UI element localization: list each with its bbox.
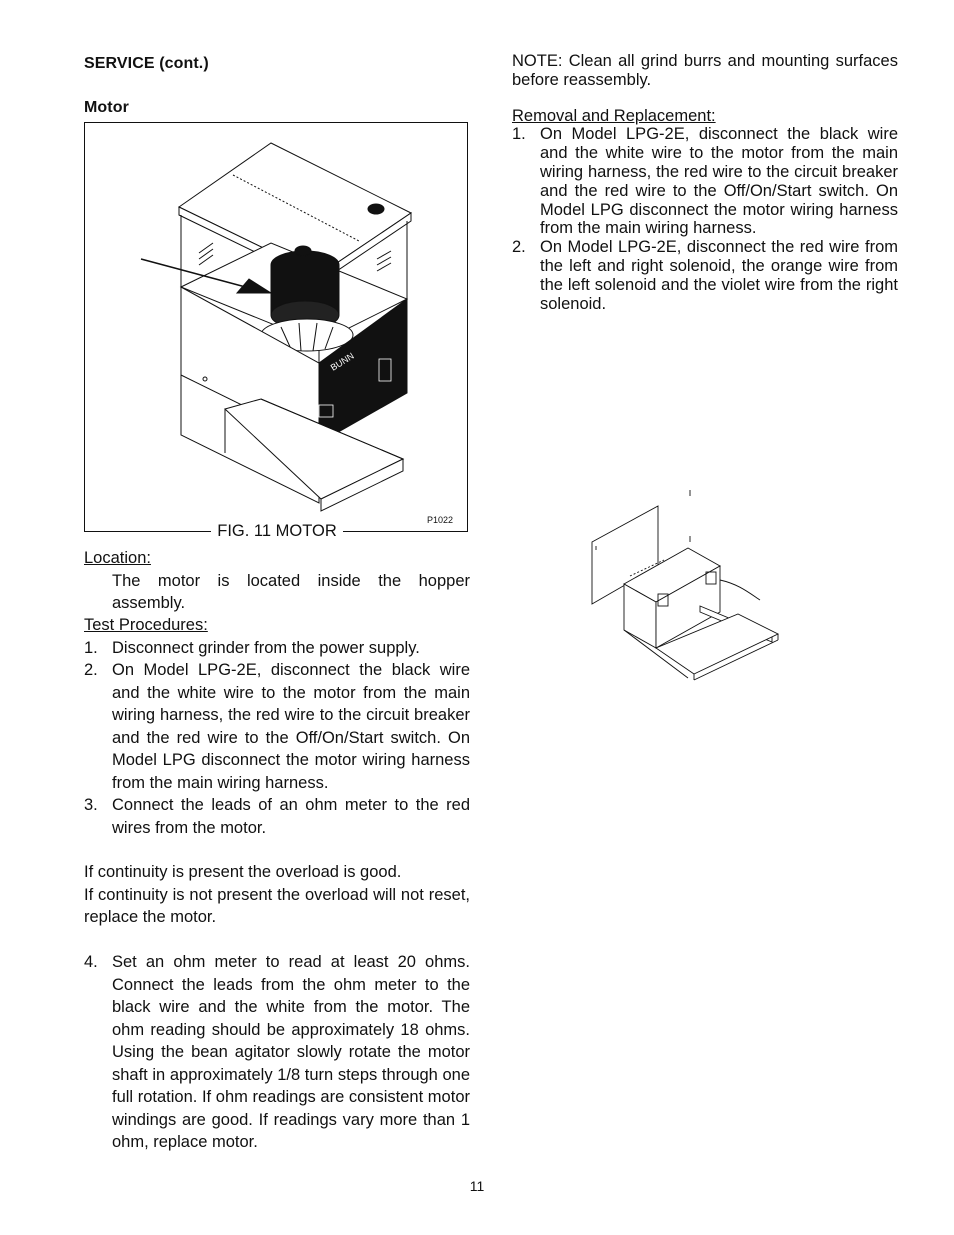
continuity-section — [84, 861, 470, 929]
location-section — [84, 547, 470, 615]
location-title: Location: — [84, 549, 151, 567]
continuity-good-text: If continuity is present the overload is good. — [84, 863, 402, 881]
figure-caption: FIG. 11 MOTOR — [211, 522, 343, 540]
note-text: NOTE: Clean all grind burrs and mounting surfaces before reassembly. — [512, 52, 898, 89]
list-item: 1. On Model LPG-2E, disconnect the black wire and the white wire to the motor from the main wiring harness, the red wire to the circuit breaker and the red wire to the Off/On/Start switch. On Model LPG disconnect the motor wiring harness from the main wiring harness. — [512, 125, 898, 238]
figure-code: P1022 — [426, 515, 453, 525]
grinder-illustration — [85, 123, 467, 519]
list-item: 3. Connect the leads of an ohm meter to the red wires from the motor. — [84, 796, 470, 837]
list-item: 1. Disconnect grinder from the power supply. — [84, 638, 420, 657]
list-item: 2. On Model LPG-2E, disconnect the red wire from the left and right solenoid, the orange wire from the left solenoid and the violet wire from the right solenoid. — [512, 238, 898, 313]
test-steps-list-continued — [84, 951, 470, 1154]
removal-title: Removal and Replacement: — [512, 106, 716, 125]
continuity-bad-text: If continuity is not present the overload will not reset, replace the motor. — [84, 885, 470, 926]
brand-label: BUNN — [328, 350, 356, 373]
test-procedures-title: Test Procedures: — [84, 616, 208, 634]
page-number: 11 — [469, 1178, 485, 1194]
subsection-heading: Motor — [84, 99, 129, 116]
test-procedures-section — [84, 614, 470, 839]
section-heading: SERVICE (cont.) — [84, 55, 209, 72]
figure-caption-row — [85, 521, 469, 541]
base-assembly-illustration — [588, 488, 784, 684]
location-text: The motor is located inside the hopper assembly. — [112, 571, 470, 612]
figure-motor — [84, 122, 468, 540]
list-item: 4. Set an ohm meter to read at least 20 ohms. Connect the leads from the ohm meter to the black wire and the white from the motor. The ohm reading should be approximately 18 ohms. Using the bean agitator slowly rotate the motor shaft in approximately 1/8 turn steps through one full rotation. If ohm readings are consistent motor windings are good. If readings vary more than 1 ohm, replace motor. — [84, 953, 470, 1151]
list-item: 2. On Model LPG-2E, disconnect the black wire and the white wire to the motor from the main wiring harness, the red wire to the circuit breaker and the red wire to the Off/On/Start switch. On Model LPG disconnect the motor wiring harness from the main wiring harness. — [84, 661, 470, 792]
step-four-section — [84, 951, 470, 1154]
right-column — [512, 52, 898, 313]
test-steps-list — [84, 637, 470, 840]
removal-steps-list — [512, 125, 898, 313]
